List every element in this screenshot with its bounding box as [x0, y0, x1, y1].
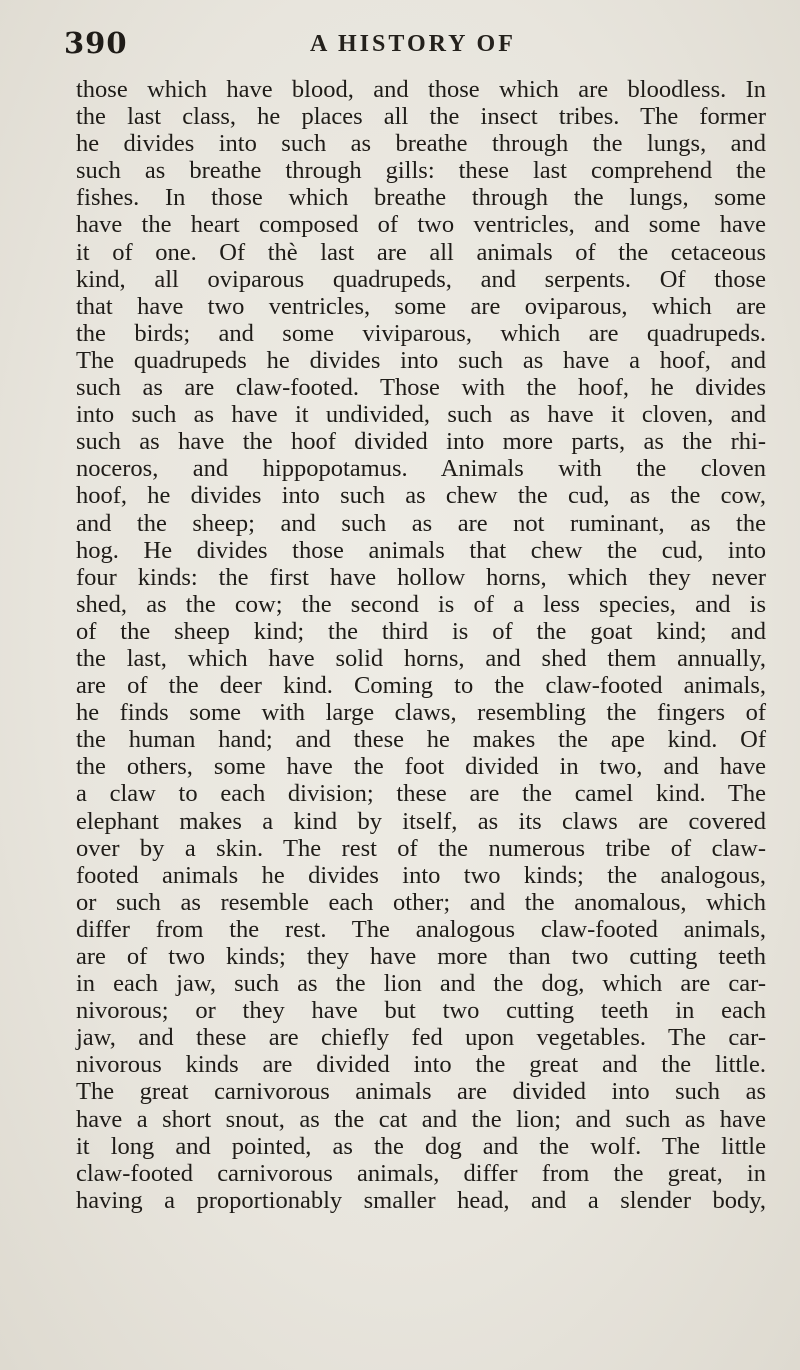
- text-line: hoof, he divides into such as chew the cud, as the cow,: [76, 482, 766, 510]
- text-line: such as breathe through gills: these last comprehend the: [76, 157, 766, 185]
- text-line: footed animals he divides into two kinds; the analogous,: [76, 861, 766, 889]
- text-line: have the heart composed of two ventricles, and some have: [76, 211, 766, 239]
- text-line: that have two ventricles, some are oviparous, which are: [76, 292, 766, 320]
- text-line: hog. He divides those animals that chew the cud, into: [76, 536, 766, 564]
- text-line: the last class, he places all the insect tribes. The former: [76, 103, 766, 131]
- text-line: into such as have it undivided, such as have it cloven, and: [76, 401, 766, 429]
- text-line: and the sheep; and such as are not ruminant, as the: [76, 509, 766, 537]
- text-line: have a short snout, as the cat and the lion; and such as have: [76, 1105, 766, 1133]
- text-line: such as have the hoof divided into more parts, as the rhi-: [76, 428, 766, 456]
- text-line: he divides into such as breathe through the lungs, and: [76, 130, 766, 158]
- text-line: the last, which have solid horns, and shed them annually,: [76, 644, 766, 672]
- text-line: those which have blood, and those which are bloodless. In: [76, 76, 766, 103]
- text-line: claw-footed carnivorous animals, differ from the great, in: [76, 1159, 766, 1187]
- text-line: are of two kinds; they have more than two cutting teeth: [76, 943, 766, 970]
- text-line: the others, some have the foot divided in two, and have: [76, 753, 766, 781]
- text-line: a claw to each division; these are the camel kind. The: [76, 780, 766, 808]
- text-line: differ from the rest. The analogous claw-footed animals,: [76, 915, 766, 943]
- text-line: it of one. Of thè last are all animals of the cetaceous: [76, 238, 766, 266]
- running-title: A HISTORY OF: [310, 31, 516, 57]
- text-line: fishes. In those which breathe through the lungs, some: [76, 184, 766, 212]
- text-line: The quadrupeds he divides into such as have a hoof, and: [76, 346, 766, 374]
- text-line: the birds; and some viviparous, which are quadrupeds.: [76, 319, 766, 347]
- text-line: elephant makes a kind by itself, as its claws are covered: [76, 807, 766, 835]
- text-line: noceros, and hippopotamus. Animals with the cloven: [76, 455, 766, 483]
- text-line: shed, as the cow; the second is of a less species, and is: [76, 590, 766, 618]
- running-head: [64, 26, 764, 66]
- text-line: of the sheep kind; the third is of the goat kind; and: [76, 617, 766, 645]
- text-line: jaw, and these are chiefly fed upon vegetables. The car-: [76, 1024, 766, 1052]
- page-number: 390: [64, 26, 128, 60]
- text-line: four kinds: the first have hollow horns, which they never: [76, 563, 766, 591]
- text-line: in each jaw, such as the lion and the dog, which are car-: [76, 970, 766, 998]
- text-line: over by a skin. The rest of the numerous tribe of claw-: [76, 834, 766, 862]
- text-line: having a proportionably smaller head, and a slender body,: [76, 1186, 766, 1214]
- text-line: or such as resemble each other; and the anomalous, which: [76, 888, 766, 916]
- text-line: nivorous kinds are divided into the great and the little.: [76, 1051, 766, 1079]
- text-line: it long and pointed, as the dog and the wolf. The little: [76, 1132, 766, 1160]
- body-text: [76, 76, 766, 1214]
- text-line: the human hand; and these he makes the ape kind. Of: [76, 726, 766, 754]
- text-line: nivorous; or they have but two cutting teeth in each: [76, 997, 766, 1025]
- text-line: are of the deer kind. Coming to the claw-footed animals,: [76, 672, 766, 700]
- text-line: kind, all oviparous quadrupeds, and serpents. Of those: [76, 265, 766, 293]
- text-line: he finds some with large claws, resembling the fingers of: [76, 699, 766, 727]
- text-line: The great carnivorous animals are divided into such as: [76, 1078, 766, 1106]
- text-line: such as are claw-footed. Those with the hoof, he divides: [76, 374, 766, 402]
